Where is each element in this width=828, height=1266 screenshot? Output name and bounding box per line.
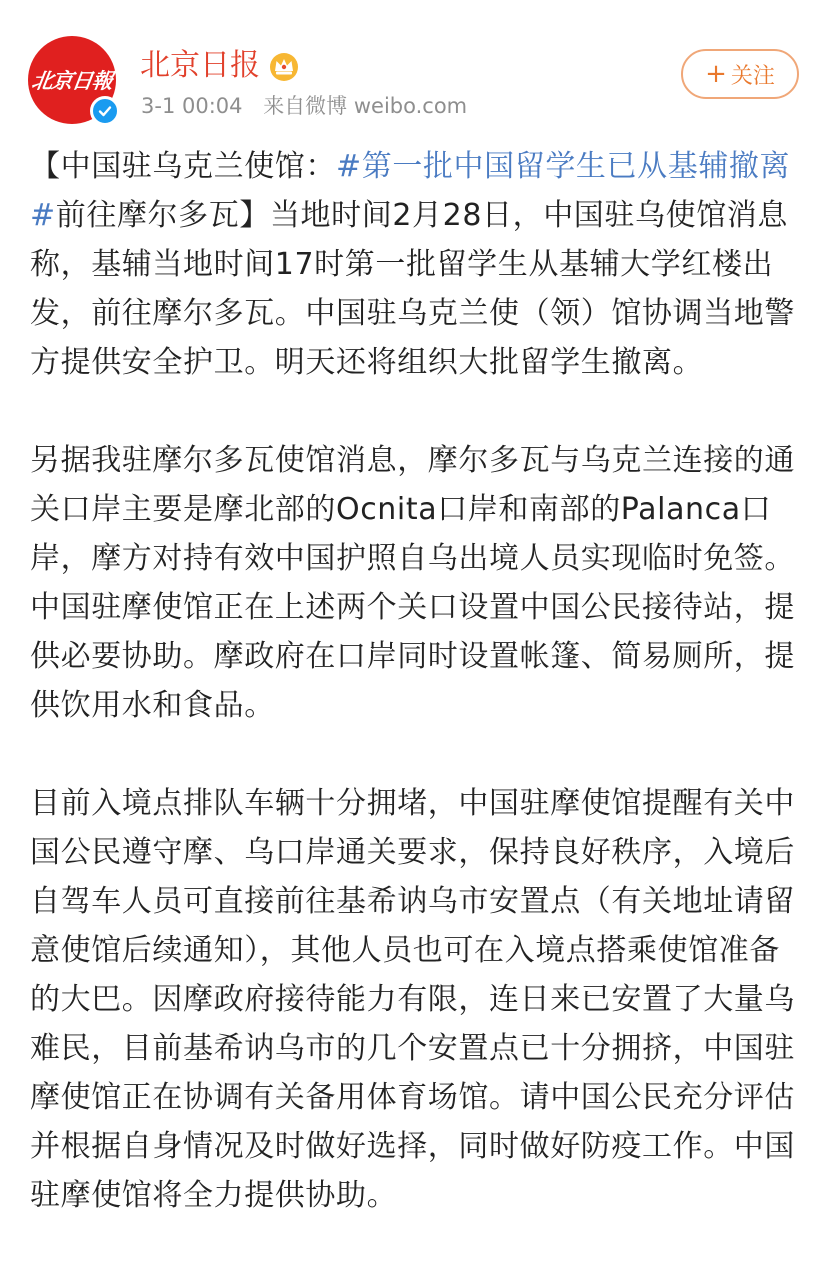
post-time: 3-1 00:04 xyxy=(141,94,243,118)
hashtag-link[interactable]: #第一批中国留学生已从基辅撤离# xyxy=(30,149,791,233)
avatar[interactable] xyxy=(28,36,116,124)
paragraph-1 xyxy=(30,142,800,387)
avatar-logo-text: 北京日報 xyxy=(30,68,114,93)
verified-badge-icon xyxy=(90,96,120,126)
paragraph-1-body: 前往摩尔多瓦】当地时间2月28日，中国驻乌使馆消息称，基辅当地时间17时第一批留学生从基辅大学红楼出发，前往摩尔多瓦。中国驻乌克兰使（领）馆协调当地警方提供安全护卫。明天还将组织大批留学生撤离。 xyxy=(30,198,795,380)
post-header xyxy=(0,0,828,140)
paragraph-3: 目前入境点排队车辆十分拥堵，中国驻摩使馆提醒有关中国公民遵守摩、乌口岸通关要求，保持良好秩序，入境后自驾车人员可直接前往基希讷乌市安置点（有关地址请留意使馆后续通知），其他人员也可在入境点搭乘使馆准备的大巴。因摩政府接待能力有限，连日来已安置了大量乌难民，目前基希讷乌市的几个安置点已十分拥挤，中国驻摩使馆正在协调有关备用体育场馆。请中国公民充分评估并根据自身情况及时做好选择，同时做好防疫工作。中国驻摩使馆将全力提供协助。 xyxy=(30,786,795,1213)
follow-button[interactable] xyxy=(681,49,799,99)
author-name[interactable]: 北京日报 xyxy=(140,48,260,83)
paragraph-1-prefix: 【中国驻乌克兰使馆： xyxy=(30,149,336,184)
crown-icon xyxy=(268,50,300,82)
plus-icon: + xyxy=(705,59,727,89)
post-meta xyxy=(141,92,481,120)
post-content xyxy=(30,142,800,1220)
post-source[interactable]: 来自微博 weibo.com xyxy=(263,94,468,118)
follow-label: 关注 xyxy=(730,63,775,89)
paragraph-2: 另据我驻摩尔多瓦使馆消息，摩尔多瓦与乌克兰连接的通关口岸主要是摩北部的Ocnita口岸和南部的Palanca口岸，摩方对持有效中国护照自乌出境人员实现临时免签。中国驻摩使馆正在上述两个关口设置中国公民接待站，提供必要协助。摩政府在口岸同时设置帐篷、简易厕所，提供饮用水和食品。 xyxy=(30,443,795,723)
